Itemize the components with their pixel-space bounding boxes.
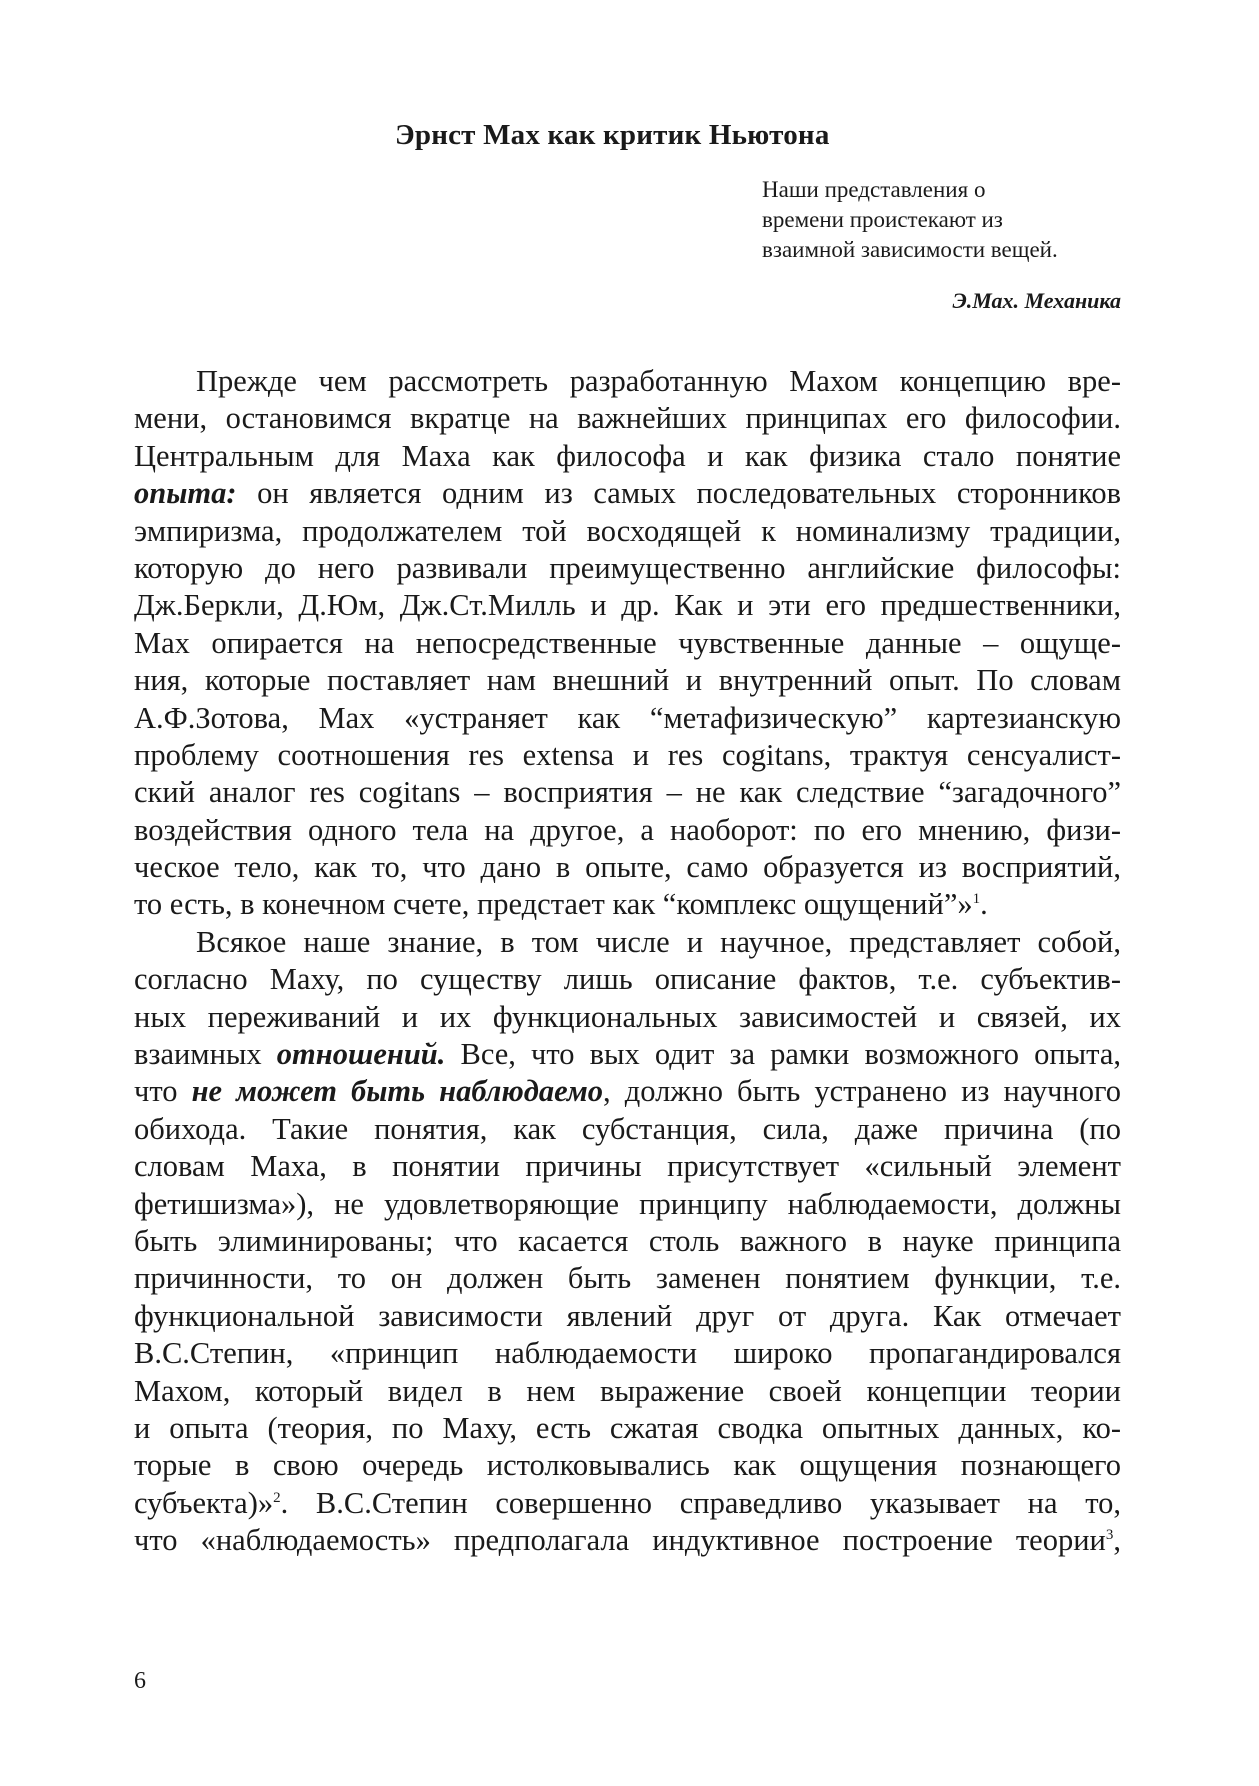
text-line: ский аналог res cogitans – восприятия – не как следствие “загадочного” xyxy=(134,775,1121,810)
epigraph-line: взаимной зависимости вещей. xyxy=(762,237,1058,262)
text-line: ния, которые поставляет нам внешний и внутренний опыт. По словам xyxy=(134,663,1121,698)
text-line xyxy=(134,475,1121,512)
emphasis: не может быть наблюдаемо xyxy=(191,1074,604,1109)
text-line xyxy=(134,1073,1121,1110)
text-line: быть элиминированы; что касается столь важного в науке принципа xyxy=(134,1223,1121,1258)
text-line: Дж.Беркли, Д.Юм, Дж.Ст.Милль и др. Как и эти его предшественники, xyxy=(134,588,1121,623)
text-span: , должно быть устранено из научного xyxy=(603,1074,1121,1109)
text-line: которую до него развивали преимущественно английские философы: xyxy=(134,550,1121,585)
page-number: 6 xyxy=(134,1668,146,1694)
text-line: Прежде чем рассмотреть разработанную Махом концепцию вре- xyxy=(196,364,1121,398)
epigraph xyxy=(762,175,1122,265)
text-line: Центральным для Маха как философа и как физика стало понятие xyxy=(134,438,1121,473)
text-line: Всякое наше знание, в том числе и научное, представляет собой, xyxy=(196,924,1121,959)
text-line: Махом, который видел в нем выражение своей концепции теории xyxy=(134,1373,1121,1408)
emphasis: отношений. xyxy=(276,1037,446,1072)
text-line: мени, остановимся вкратце на важнейших принципах его философии. xyxy=(134,401,1121,436)
text-line: и опыта (теория, по Маху, есть сжатая сводка опытных данных, ко- xyxy=(134,1410,1121,1445)
chapter-title: Эрнст Мах как критик Ньютона xyxy=(395,119,830,151)
text-span: то есть, в конечном счете, предстает как “комплекс ощущений”» xyxy=(134,887,973,922)
epigraph-line: Наши представления о xyxy=(762,177,986,202)
text-span: он является одним из самых последовательных сторонников xyxy=(236,476,1121,511)
text-line: словам Маха, в понятии причины присутствует «сильный элемент xyxy=(134,1149,1121,1184)
text-span: . В.С.Степин совершенно справедливо указывает на то, xyxy=(280,1485,1121,1520)
text-line: согласно Маху, по существу лишь описание фактов, т.е. субъектив- xyxy=(134,962,1121,997)
text-line xyxy=(134,1036,1121,1073)
text-line: ческое тело, как то, что дано в опыте, само образуется из восприятий, xyxy=(134,850,1121,885)
epigraph-source: Э.Мах. Механика xyxy=(952,288,1121,313)
footnote-ref[interactable]: 2 xyxy=(273,1489,281,1506)
text-line: обихода. Такие понятия, как субстанция, сила, даже причина (по xyxy=(134,1111,1121,1146)
text-line xyxy=(134,886,1121,923)
text-line: эмпиризма, продолжателем той восходящей к номинализму традиции, xyxy=(134,513,1121,548)
text-span: , xyxy=(1113,1523,1121,1558)
text-line: причинности, то он должен быть заменен понятием функции, т.е. xyxy=(134,1261,1121,1296)
text-span: взаимных xyxy=(134,1037,277,1072)
text-span: что xyxy=(134,1074,192,1109)
text-line: фетишизма»), не удовлетворяющие принципу наблюдаемости, должны xyxy=(134,1186,1121,1221)
text-line: Мах опирается на непосредственные чувственные данные – ощуще- xyxy=(134,625,1121,660)
text-span: субъекта)» xyxy=(134,1485,274,1520)
text-span: что «наблюдаемость» предполагала индуктивное построение теории xyxy=(134,1523,1106,1558)
text-span: Все, что вых одит за рамки возможного опыта, xyxy=(445,1037,1121,1072)
text-line: воздействия одного тела на другое, а наоборот: по его мнению, физи- xyxy=(134,812,1121,847)
text-line xyxy=(134,1485,1121,1522)
text-line: А.Ф.Зотова, Мах «устраняет как “метафизическую” картезианскую xyxy=(134,700,1121,735)
text-line xyxy=(134,1522,1121,1559)
text-line: проблему соотношения res extensa и res cogitans, трактуя сенсуалист- xyxy=(134,737,1121,772)
text-line: В.С.Степин, «принцип наблюдаемости широко пропагандировался xyxy=(134,1336,1121,1371)
emphasis: опыта: xyxy=(134,476,237,511)
body-text xyxy=(134,363,1121,1560)
footnote-ref[interactable]: 1 xyxy=(972,891,981,908)
footnote-ref[interactable]: 3 xyxy=(1105,1526,1114,1543)
text-line: торые в свою очередь истолковывались как ощущения познающего xyxy=(134,1448,1121,1483)
text-span: . xyxy=(980,887,988,922)
text-line: ных переживаний и их функциональных зависимостей и связей, их xyxy=(134,999,1121,1034)
epigraph-line: времени проистекают из xyxy=(762,207,1003,232)
text-line: функциональной зависимости явлений друг от друга. Как отмечает xyxy=(134,1298,1121,1333)
